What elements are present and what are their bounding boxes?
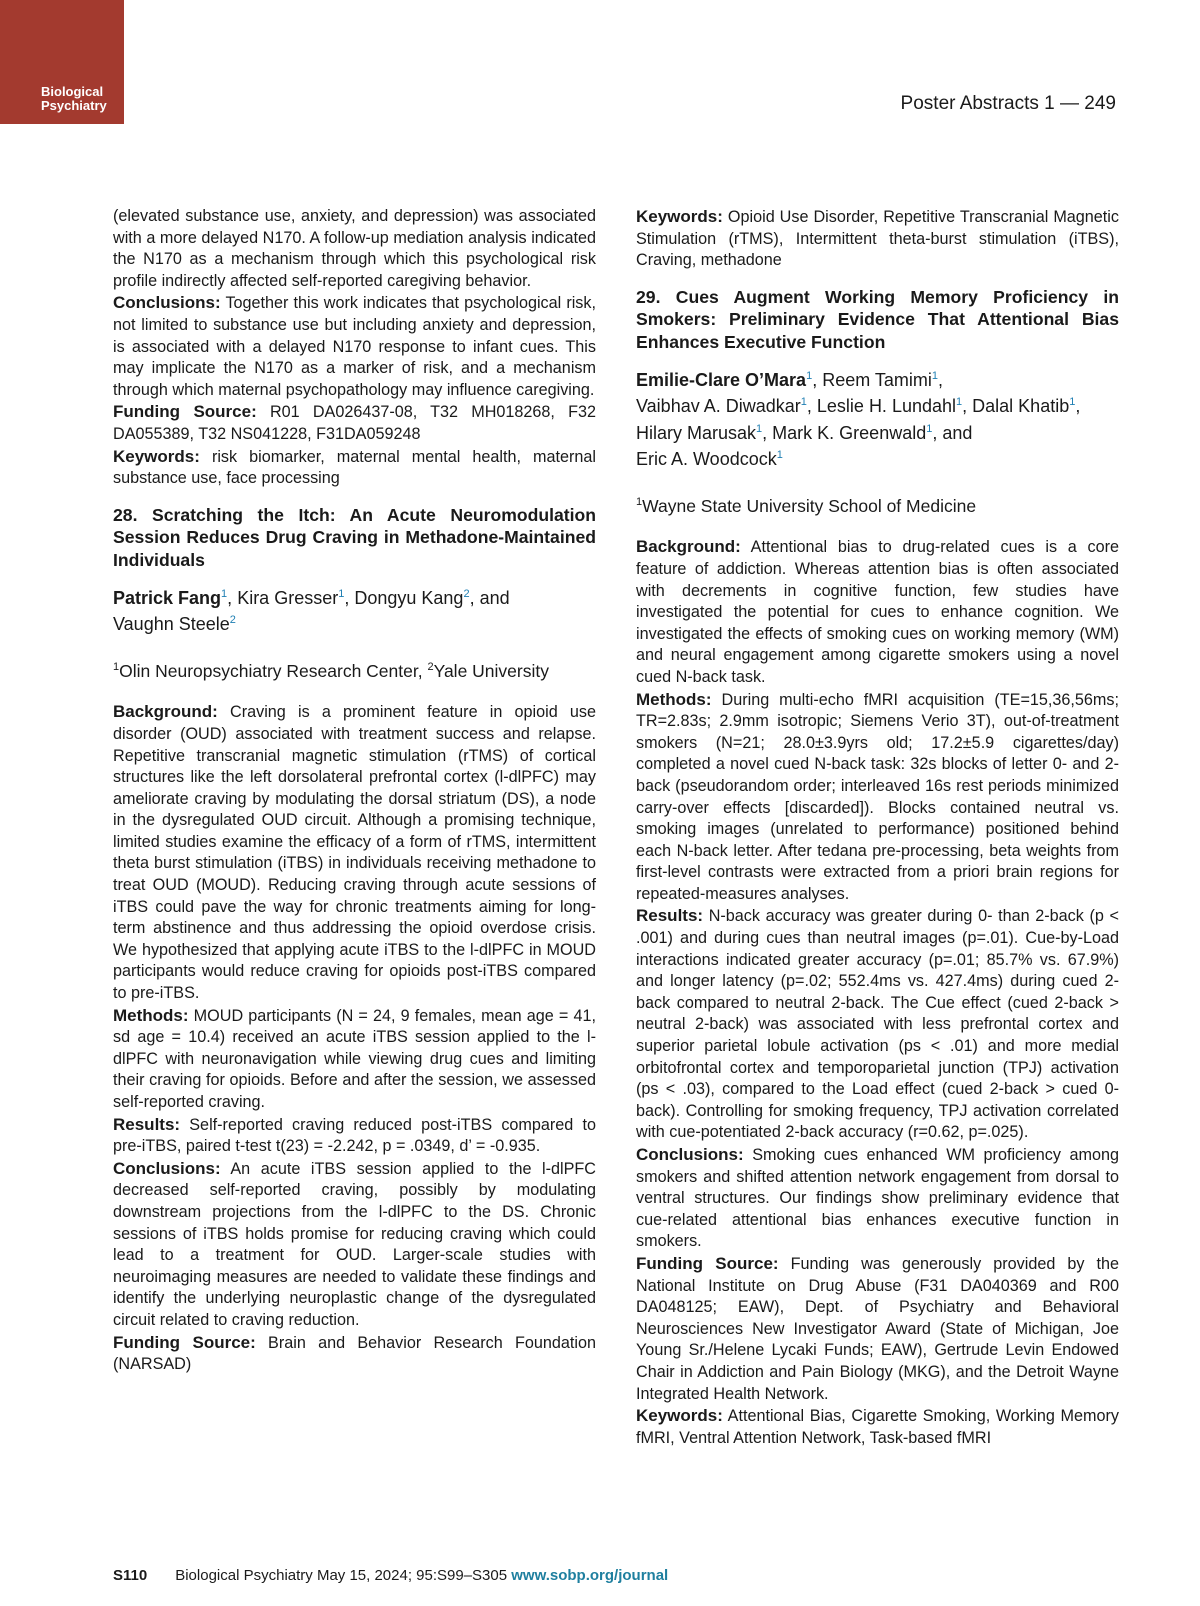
abstract-28-funding: Funding Source: Brain and Behavior Research Foundation (NARSAD) bbox=[113, 1332, 596, 1374]
author-affiliation-marker: 2 bbox=[229, 614, 236, 626]
author-separator: , bbox=[762, 422, 773, 443]
author-separator: , bbox=[806, 396, 817, 417]
abstract-29-keywords: Keywords: Attentional Bias, Cigarette Smoking, Working Memory fMRI, Ventral Attention Network, Task-based fMRI bbox=[636, 1406, 1119, 1447]
author-name: Dalal Khatib bbox=[972, 396, 1070, 417]
author-affiliation-marker: 1 bbox=[800, 396, 807, 409]
author-affiliation-marker: 1 bbox=[926, 422, 933, 435]
abstract-28-background: Background: Craving is a prominent feature in opioid use disorder (OUD) associated with treatment success and relapse. Repetitive transcranial magnetic stimulation (rTMS) of cortical structures like the left dorsolateral prefrontal cortex (l-dlPFC) may ameliorate craving by modulating the dorsal striatum (DS), a node in the dysregulated OUD circuit. Although a promising technique, limited studies examine the efficacy of a form of rTMS, intermittent theta burst stimulation (iTBS) in individuals receiving methadone to treat OUD (MOUD). Reducing craving through acute sessions of iTBS could pave the way for chronic treatments aiming for long-term abstinence and thus addressing the opioid overdose crisis. We hypothesized that applying acute iTBS to the l-dlPFC in MOUD participants would reduce craving for opioids post-iTBS compared to pre-iTBS. bbox=[113, 702, 596, 1003]
author-name: Kira Gresser bbox=[237, 587, 339, 608]
author-separator: , and bbox=[469, 587, 510, 608]
author-affiliation-marker: 1 bbox=[338, 587, 345, 600]
author-affiliation-marker: 1 bbox=[221, 587, 228, 600]
journal-logo-line2: Psychiatry bbox=[41, 98, 107, 113]
citation: Biological Psychiatry May 15, 2024; 95:S99–S305 bbox=[175, 1567, 512, 1584]
page-number: S110 bbox=[113, 1567, 148, 1584]
prev-funding: Funding Source: R01 DA026437-08, T32 MH018268, F32 DA055389, T32 NS041228, F31DA059248 bbox=[113, 402, 597, 443]
author-separator: , bbox=[962, 396, 973, 417]
abstract-28-results: Results: Self-reported craving reduced post-iTBS compared to pre-iTBS, paired t-test t(23) = -2.242, p = .0349, d’ = -0.935. bbox=[113, 1114, 596, 1156]
prev-keywords: Keywords: risk biomarker, maternal mental health, maternal substance use, face processing bbox=[113, 446, 596, 488]
abstract-29-title: 29. Cues Augment Working Memory Proficiency in Smokers: Preliminary Evidence That Attentional Bias Enhances Executive Function bbox=[636, 286, 1119, 352]
prev-conclusions: Conclusions: Together this work indicates that psychological risk, not limited to substance use but including anxiety and depression, is associated with a delayed N170 response to infant cues. This may implicate the N170 as a marker of risk, and a mechanism through which maternal psychopathology may influence caregiving. bbox=[113, 293, 596, 399]
abstract-29-results: Results: N-back accuracy was greater during 0- than 2-back (p < .001) and during cues than neutral images (p=.01). Cue-by-Load interactions indicated greater accuracy (p=.01; 85.7% vs. 67.9%) and longer latency (p=.02; 552.4ms vs. 427.4ms) during cued 2-back compared to neutral 2-back. The Cue effect (cued 2-back > neutral 2-back) was associated with less prefrontal cortex and superior parietal lobule activation (ps < .01) and more medial orbitofrontal cortex and temporoparietal junction (TPJ) activation (ps < .03), compared to the Load effect (cued 2-back > cued 0-back). Controlling for smoking frequency, TPJ activation correlated with cue-potentiated 2-back accuracy (r=0.62, p=.025). bbox=[636, 906, 1119, 1142]
author-affiliation-marker: 1 bbox=[806, 369, 813, 382]
author-separator: , bbox=[227, 587, 238, 608]
author-affiliation-marker: 1 bbox=[931, 369, 939, 382]
author-name: Eric A. Woodcock bbox=[636, 449, 777, 470]
left-column bbox=[113, 206, 596, 1376]
author-name: Vaughn Steele bbox=[113, 614, 230, 634]
author-name: Mark K. Greenwald bbox=[772, 422, 927, 443]
author-affiliation-marker: 1 bbox=[776, 449, 783, 462]
section-header: Poster Abstracts 1 — 249 bbox=[900, 93, 1116, 114]
author-name: Leslie H. Lundahl bbox=[816, 396, 957, 417]
author-separator: , bbox=[938, 369, 944, 390]
author-name: Hilary Marusak bbox=[636, 422, 757, 443]
author-affiliation-marker: 1 bbox=[1069, 396, 1076, 409]
journal-logo-line1: Biological bbox=[41, 84, 104, 99]
journal-link[interactable]: www.sobp.org/journal bbox=[511, 1567, 669, 1584]
abstract-28-methods: Methods: MOUD participants (N = 24, 9 females, mean age = 41, sd age = 10.4) received an acute iTBS session applied to the l-dlPFC with neuronavigation while viewing drug cues and limiting their craving for opioids. Before and after the session, we assessed self-reported craving. bbox=[113, 1005, 596, 1112]
author-separator: , and bbox=[932, 422, 973, 443]
author-name: Reem Tamimi bbox=[822, 369, 932, 390]
author-affiliation-marker: 1 bbox=[756, 422, 763, 435]
right-column bbox=[636, 206, 1119, 1449]
abstract-28-title: 28. Scratching the Itch: An Acute Neuromodulation Session Reduces Drug Craving in Methadone-Maintained Individuals bbox=[113, 504, 596, 570]
author-name: Emilie-Clare O’Mara bbox=[636, 369, 807, 390]
author-affiliation-marker: 1 bbox=[956, 396, 963, 409]
author-affiliation-marker: 2 bbox=[463, 587, 470, 600]
abstract-29-methods: Methods: During multi-echo fMRI acquisition (TE=15,36,56ms; TR=2.83s; 2.9mm isotropic; Siemens Verio 3T), out-of-treatment smokers (N=21; 28.0±3.9yrs old; 17.2±5.9 cigarettes/day) completed a novel cued N-back task: 32s blocks of letter 0- and 2-back (pseudorandom order; interleaved 16s rest periods minimized carry-over effects [discarded]). Blocks contained neutral vs. smoking images (unrelated to performance) positioned behind each N-back letter. After tedana pre-processing, beta weights from first-level contrasts were extracted from a priori brain regions for repeated-measures analyses. bbox=[636, 689, 1119, 903]
journal-logo bbox=[0, 0, 124, 124]
abstract-29-conclusions: Conclusions: Smoking cues enhanced WM proficiency among smokers and shifted attention network engagement from dorsal to ventral structures. Our findings show preliminary evidence that cue-related attentional bias enhances executive function in smokers. bbox=[636, 1145, 1119, 1251]
author-separator: , bbox=[1075, 396, 1081, 417]
author-name: Dongyu Kang bbox=[354, 587, 464, 608]
abstract-29-affiliation: $^1$Wayne State University School of Medicine bbox=[636, 495, 977, 516]
author-separator: , bbox=[812, 369, 823, 390]
abstract-29-background: Background: Attentional bias to drug-related cues is a core feature of addiction. Whereas attention bias is often associated with decrements in cognitive function, few studies have investigated the potential for cues to enhance cognition. We investigated the effects of smoking cues on working memory (WM) and neural engagement among cigarette smokers using a novel cued N-back task. bbox=[636, 537, 1119, 686]
author-separator: , bbox=[344, 587, 355, 608]
abstract-28-keywords: Keywords: Opioid Use Disorder, Repetitive Transcranial Magnetic Stimulation (rTMS), Intermittent theta-burst stimulation (iTBS), Craving, methadone bbox=[636, 207, 1119, 270]
abstract-28-affiliation: $^1$Olin Neuropsychiatry Research Center, $^2$Yale University bbox=[113, 660, 549, 681]
author-name: Vaibhav A. Diwadkar bbox=[636, 396, 801, 417]
abstract-29-funding: Funding Source: Funding was generously provided by the National Institute on Drug Abuse (F31 DA040369 and R00 DA048125; EAW), Dept. of Psychiatry and Behavioral Neurosciences New Investigator Award (State of Michigan, Joe Young Sr./Helene Lycaki Funds; EAW), Gertrude Levin Endowed Chair in Addiction and Pain Biology (MKG), and the Detroit Wayne Integrated Health Network. bbox=[636, 1253, 1120, 1403]
abstract-28-authors bbox=[113, 583, 596, 636]
abstract-28-conclusions: Conclusions: An acute iTBS session applied to the l-dlPFC decreased self-reported craving, possibly by modulating downstream projections from the l-dlPFC to the DS. Chronic sessions of iTBS holds promise for reducing craving which could lead to a treatment for OUD. Larger-scale studies with neuroimaging measures are needed to validate these findings and identify the underlying neuroplastic change of the dysregulated circuit related to craving reduction. bbox=[113, 1158, 596, 1329]
prev-abstract-text: (elevated substance use, anxiety, and depression) was associated with a more delayed N170. A follow-up mediation analysis indicated the N170 as a mechanism through which this psychological risk profile indirectly affected self-reported caregiving behavior. bbox=[113, 207, 596, 290]
page-footer bbox=[113, 1567, 668, 1584]
author-name: Patrick Fang bbox=[113, 587, 222, 608]
abstract-29-authors bbox=[636, 365, 1119, 471]
